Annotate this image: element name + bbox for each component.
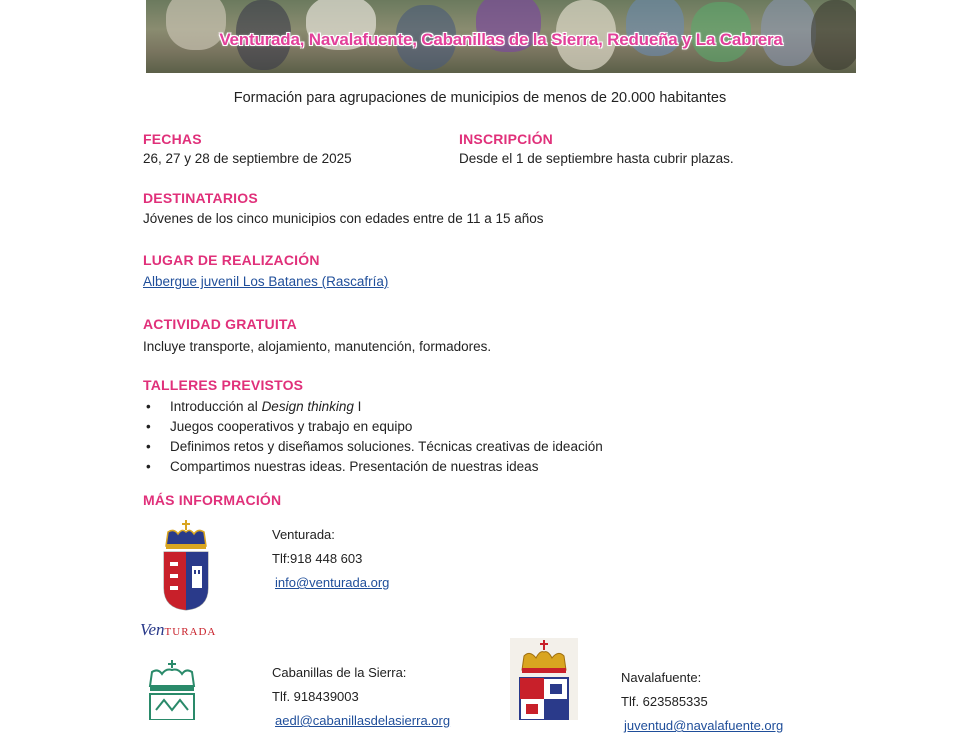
bullet-icon: •	[146, 459, 151, 474]
lugar-link[interactable]: Albergue juvenil Los Batanes (Rascafría)	[143, 274, 389, 289]
talleres-list	[143, 397, 603, 477]
talleres-heading: TALLERES PREVISTOS	[143, 377, 304, 393]
list-item	[143, 457, 603, 477]
bullet-icon: •	[146, 419, 151, 434]
taller-text: Definimos retos y diseñamos soluciones. Técnicas creativas de ideación	[170, 439, 603, 454]
navalafuente-phone: Tlf. 623585335	[621, 694, 708, 709]
actividad-text: Incluye transporte, alojamiento, manutención, formadores.	[143, 339, 492, 354]
taller-text-italic: Design thinking	[261, 399, 354, 414]
navalafuente-name: Navalafuente:	[621, 670, 702, 685]
fechas-heading: FECHAS	[143, 131, 202, 147]
venturada-crest-icon	[158, 518, 214, 619]
banner-photo	[146, 0, 856, 73]
actividad-heading: ACTIVIDAD GRATUITA	[143, 316, 297, 332]
bullet-icon: •	[146, 439, 151, 454]
cabanillas-name: Cabanillas de la Sierra:	[272, 665, 407, 680]
banner-caption: Venturada, Navalafuente, Cabanillas de la Sierra, Redueña y La Cabrera	[219, 30, 783, 49]
taller-text: Juegos cooperativos y trabajo en equipo	[170, 419, 413, 434]
list-item	[143, 437, 603, 457]
cabanillas-phone: Tlf. 918439003	[272, 689, 359, 704]
event-subtitle: Formación para agrupaciones de municipios de menos de 20.000 habitantes	[233, 90, 727, 106]
venturada-logo: VenTURADA	[140, 620, 217, 639]
mas-info-heading: MÁS INFORMACIÓN	[143, 492, 282, 508]
destinatarios-text: Jóvenes de los cinco municipios con edades entre de 11 a 15 años	[143, 211, 544, 226]
navalafuente-crest-icon	[510, 638, 578, 725]
taller-text-prefix: Introducción al	[170, 399, 262, 414]
cabanillas-contact	[272, 661, 450, 733]
taller-text-suffix: I	[353, 399, 362, 414]
bullet-icon: •	[146, 399, 151, 414]
taller-text: Compartimos nuestras ideas. Presentación de nuestras ideas	[170, 459, 539, 474]
inscripcion-text: Desde el 1 de septiembre hasta cubrir plazas.	[459, 151, 734, 166]
fechas-text: 26, 27 y 28 de septiembre de 2025	[143, 151, 352, 166]
navalafuente-email-link[interactable]: juventud@navalafuente.org	[624, 718, 784, 733]
cabanillas-crest-icon	[144, 660, 204, 725]
venturada-email-link[interactable]: info@venturada.org	[275, 575, 390, 590]
venturada-contact	[272, 523, 389, 595]
cabanillas-email-link[interactable]: aedl@cabanillasdelasierra.org	[275, 713, 451, 728]
venturada-phone: Tlf:918 448 603	[272, 551, 363, 566]
destinatarios-heading: DESTINATARIOS	[143, 190, 258, 206]
venturada-name: Venturada:	[272, 527, 335, 542]
lugar-heading: LUGAR DE REALIZACIÓN	[143, 252, 320, 268]
navalafuente-contact	[621, 666, 783, 738]
list-item	[143, 397, 603, 417]
inscripcion-heading: INSCRIPCIÓN	[459, 131, 553, 147]
list-item	[143, 417, 603, 437]
